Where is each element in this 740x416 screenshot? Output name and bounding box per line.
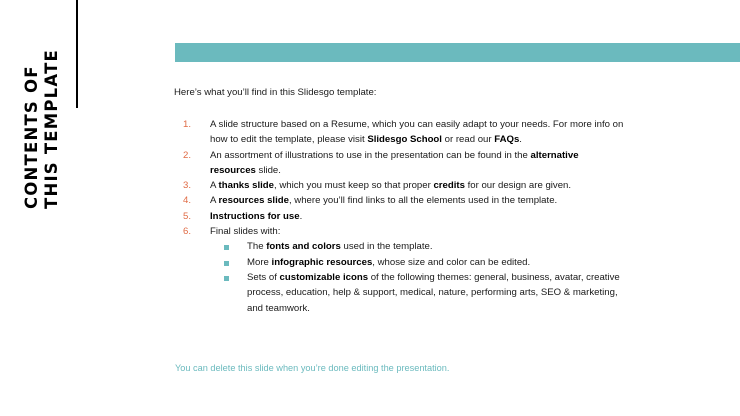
sub-list-text: Sets of customizable icons of the following themes: general, business, avatar, creative process, education, help & support, medical, nature, performing arts, SEO & marketing, and teamwork. bbox=[247, 271, 620, 314]
list-text: Final slides with: bbox=[210, 226, 281, 238]
sub-list-item bbox=[224, 270, 624, 316]
list-text: An assortment of illustrations to use in the presentation can be found in the alternative resources slide. bbox=[210, 149, 579, 176]
list-number: 5. bbox=[183, 210, 192, 222]
list-item bbox=[174, 209, 624, 224]
sub-list-text: The fonts and colors used in the template. bbox=[247, 241, 433, 253]
accent-bar bbox=[175, 43, 740, 62]
list-number: 2. bbox=[183, 149, 192, 161]
list-item bbox=[174, 193, 624, 208]
side-title-line1: CONTENTS OF bbox=[22, 65, 41, 209]
contents-list bbox=[174, 117, 624, 316]
sub-list-item bbox=[224, 239, 624, 254]
list-number: 1. bbox=[183, 119, 192, 130]
list-number: 4. bbox=[183, 195, 192, 207]
list-item bbox=[174, 224, 624, 239]
square-bullet-icon bbox=[224, 255, 247, 270]
list-text: Instructions for use. bbox=[210, 210, 303, 222]
list-text: A thanks slide, which you must keep so that proper credits for our design are given. bbox=[210, 180, 572, 192]
list-number: 6. bbox=[183, 226, 192, 238]
sub-list-item bbox=[224, 255, 624, 270]
vertical-divider bbox=[76, 0, 78, 108]
list-number: 3. bbox=[183, 180, 192, 192]
list-item bbox=[174, 148, 624, 179]
sub-list-text: More infographic resources, whose size and color can be edited. bbox=[247, 256, 531, 268]
square-bullet-icon bbox=[224, 239, 247, 254]
list-item bbox=[174, 178, 624, 193]
footer-note: You can delete this slide when you’re done editing the presentation. bbox=[175, 363, 450, 373]
side-title-line2: THIS TEMPLATE bbox=[42, 49, 61, 209]
list-item bbox=[174, 117, 624, 148]
list-text: A slide structure based on a Resume, which you can easily adapt to your needs. For more info on how to edit the template, please visit Slidesgo School or read our FAQs. bbox=[210, 119, 624, 146]
intro-text: Here’s what you’ll find in this Slidesgo template: bbox=[174, 87, 377, 98]
side-title bbox=[22, 44, 62, 209]
list-text: A resources slide, where you’ll find links to all the elements used in the template. bbox=[210, 195, 558, 207]
square-bullet-icon bbox=[224, 270, 247, 316]
